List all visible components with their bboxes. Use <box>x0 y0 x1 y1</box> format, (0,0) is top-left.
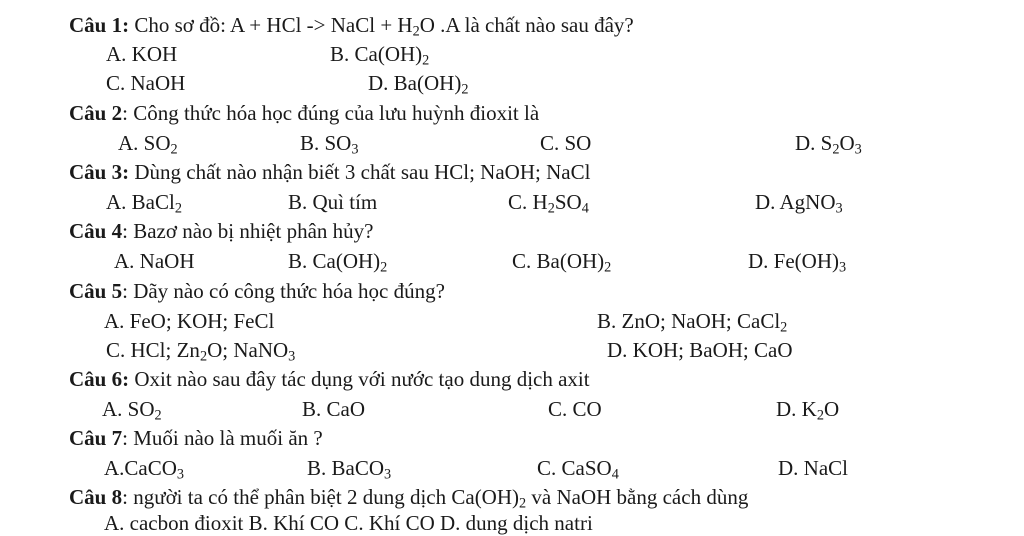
question-4 <box>69 218 373 244</box>
question-3-text: Dùng chất nào nhận biết 3 chất sau HCl; NaOH; NaCl <box>129 160 591 184</box>
question-6-option-a: A. $SO_2$ <box>102 397 162 424</box>
question-8 <box>69 484 748 510</box>
question-2-number: Câu 2 <box>69 101 123 125</box>
question-7 <box>69 425 323 451</box>
question-4-option-c: C. $Ba(OH)_2$ <box>512 249 612 276</box>
question-5-option-a: A. FeO; KOH; FeCl <box>104 309 275 333</box>
question-3-option-b: B. Quì tím <box>288 190 378 214</box>
question-3 <box>69 159 590 185</box>
question-2-text: : Công thức hóa học đúng của lưu huỳnh đioxit là <box>122 101 540 125</box>
question-2-option-b: B. $SO_3$ <box>300 131 359 158</box>
question-6-text: Oxit nào sau đây tác dụng với nước tạo dung dịch axit <box>129 367 590 391</box>
question-2-option-d: D. $S_2O_3$ <box>795 131 862 158</box>
question-3-option-d: D. AgNO$_3$ <box>755 190 843 217</box>
question-1-option-d: D. $Ba(OH)_2$ <box>368 71 469 98</box>
question-5-option-c: C. HCl; $Zn_2O$; NaNO$_3$ <box>106 338 296 365</box>
question-1-option-a: A. KOH <box>106 42 178 66</box>
question-3-number: Câu 3: <box>69 160 130 184</box>
question-2 <box>69 100 539 126</box>
question-6 <box>69 366 590 392</box>
question-8-number: Câu 8 <box>69 485 123 509</box>
question-6-option-d: D. $K_2O$ <box>776 397 840 424</box>
cutoff-line-text: A. cacbon đioxit B. Khí CO C. Khí CO D. dung dịch natri <box>104 511 593 535</box>
question-2-option-c: C. SO <box>540 131 592 155</box>
question-1-text: Cho sơ đồ: A + HCl -> NaCl + $H_2O$ .A là chất nào sau đây? <box>129 13 634 40</box>
question-5-option-b: B. ZnO; NaOH; CaCl$_2$ <box>597 309 788 336</box>
question-7-option-a: A.CaCO$_3$ <box>104 456 185 483</box>
question-7-option-c: C. CaSO$_4$ <box>537 456 619 483</box>
question-3-option-a: A. BaCl$_2$ <box>106 190 182 217</box>
question-7-text: : Muối nào là muối ăn ? <box>122 426 323 450</box>
question-6-option-b: B. CaO <box>302 397 365 421</box>
question-1-number: Câu 1: <box>69 13 130 37</box>
question-5 <box>69 278 445 304</box>
question-4-text: : Bazơ nào bị nhiệt phân hủy? <box>122 219 374 243</box>
question-5-option-d: D. KOH; BaOH; CaO <box>607 338 793 362</box>
question-7-number: Câu 7 <box>69 426 123 450</box>
question-4-number: Câu 4 <box>69 219 123 243</box>
question-1 <box>69 12 634 38</box>
question-8-text: : người ta có thể phân biệt 2 dung dịch $Ca(OH)_2$ và NaOH bằng cách dùng <box>122 485 749 512</box>
question-4-option-d: D. $Fe(OH)_3$ <box>748 249 847 276</box>
question-5-text: : Dãy nào có công thức hóa học đúng? <box>122 279 445 303</box>
question-4-option-b: B. $Ca(OH)_2$ <box>288 249 388 276</box>
question-1-option-b: B. $Ca(OH)_2$ <box>330 42 430 69</box>
question-7-option-d: D. NaCl <box>778 456 848 480</box>
question-6-option-c: C. CO <box>548 397 602 421</box>
question-1-option-c: C. NaOH <box>106 71 186 95</box>
cutoff-line <box>0 510 1024 535</box>
question-4-option-a: A. NaOH <box>114 249 195 273</box>
question-7-option-b: B. BaCO$_3$ <box>307 456 392 483</box>
question-5-number: Câu 5 <box>69 279 123 303</box>
question-2-option-a: A. $SO_2$ <box>118 131 178 158</box>
question-3-option-c: C. $H_2SO_4$ <box>508 190 589 217</box>
question-6-number: Câu 6: <box>69 367 130 391</box>
